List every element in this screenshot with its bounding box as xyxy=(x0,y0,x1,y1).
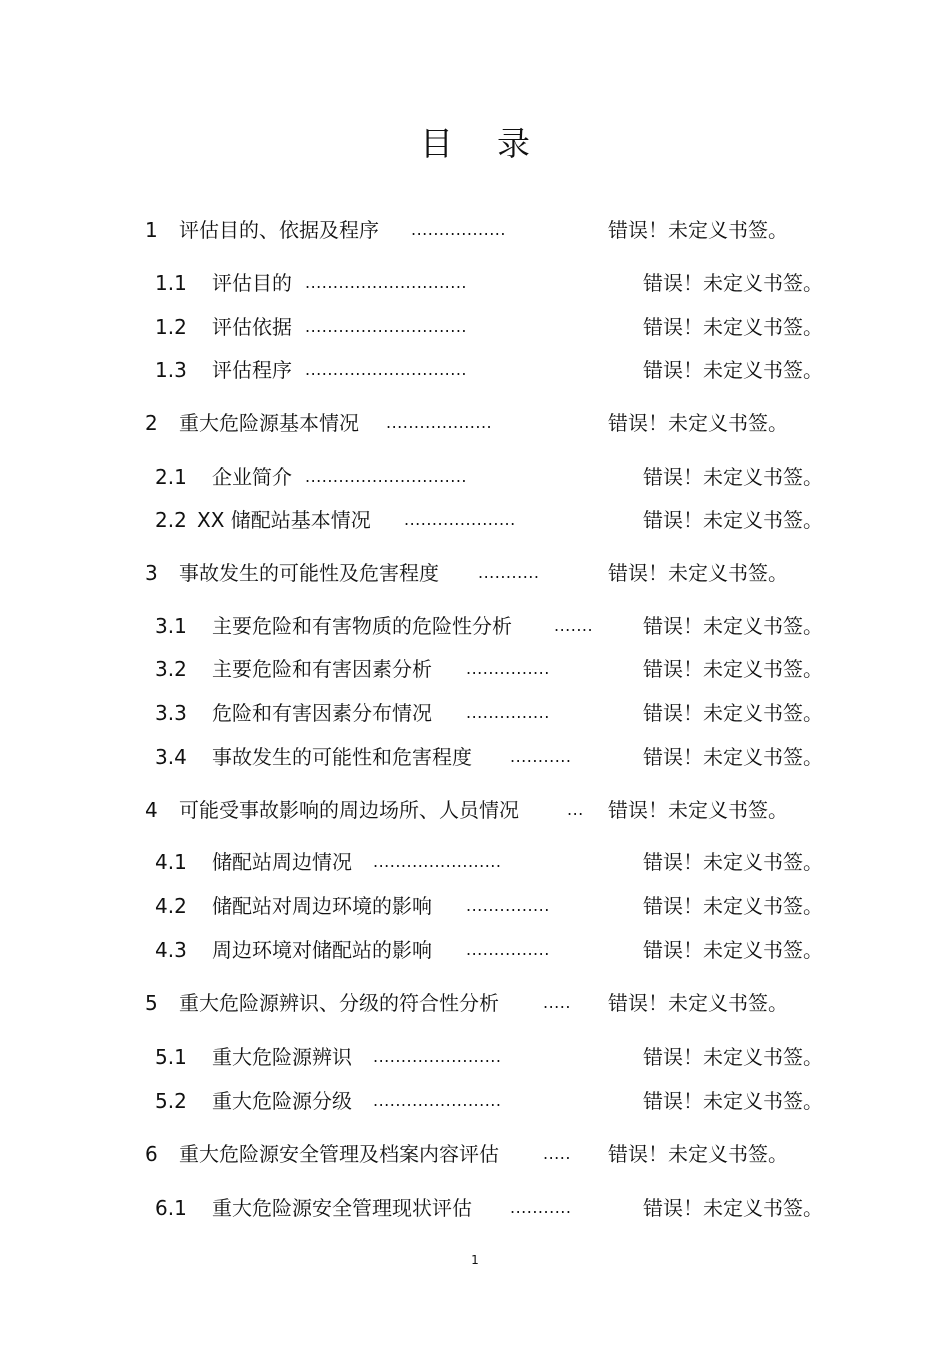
toc-entry-number: 4.3 xyxy=(155,938,187,962)
toc-leader-dots: ............................. xyxy=(305,317,467,336)
toc-page-reference[interactable]: 错误！未定义书签。 xyxy=(608,991,788,1015)
toc-entry-number: 1 xyxy=(145,218,158,242)
page-number: 1 xyxy=(471,1253,479,1267)
toc-page-reference[interactable]: 错误！未定义书签。 xyxy=(643,315,823,339)
toc-entry-label: 事故发生的可能性及危害程度 xyxy=(179,561,439,585)
toc-entry-subsection[interactable] xyxy=(155,850,835,876)
toc-entry-number: 3.2 xyxy=(155,657,187,681)
toc-leader-dots: ............................. xyxy=(305,360,467,379)
toc-entry-label: 重大危险源分级 xyxy=(212,1089,352,1113)
toc-entry-number: 4 xyxy=(145,798,158,822)
toc-entry-subsection[interactable] xyxy=(155,465,835,491)
toc-page-reference[interactable]: 错误！未定义书签。 xyxy=(608,218,788,242)
toc-entry-subsection[interactable] xyxy=(155,315,835,341)
toc-leader-dots: ..... xyxy=(543,993,571,1012)
toc-page-reference[interactable]: 错误！未定义书签。 xyxy=(608,798,788,822)
toc-entry-section[interactable] xyxy=(145,798,795,824)
toc-leader-dots: ............................. xyxy=(305,467,467,486)
toc-entry-label: 可能受事故影响的周边场所、人员情况 xyxy=(179,798,519,822)
toc-entry-section[interactable] xyxy=(145,411,795,437)
toc-leader-dots: ....................... xyxy=(373,1047,502,1066)
toc-entry-section[interactable] xyxy=(145,218,795,244)
toc-entry-number: 6 xyxy=(145,1142,158,1166)
toc-entry-label: 重大危险源辨识、分级的符合性分析 xyxy=(179,991,499,1015)
toc-entry-label: 重大危险源安全管理及档案内容评估 xyxy=(179,1142,499,1166)
toc-entry-number: 3 xyxy=(145,561,158,585)
toc-leader-dots: ... xyxy=(567,800,584,819)
toc-leader-dots: ............... xyxy=(466,659,550,678)
toc-entry-number: 3.3 xyxy=(155,701,187,725)
toc-page-reference[interactable]: 错误！未定义书签。 xyxy=(643,850,823,874)
toc-page-reference[interactable]: 错误！未定义书签。 xyxy=(608,1142,788,1166)
toc-entry-label: 储配站对周边环境的影响 xyxy=(212,894,432,918)
toc-entry-subsection[interactable] xyxy=(155,508,835,534)
toc-page-reference[interactable]: 错误！未定义书签。 xyxy=(643,271,823,295)
toc-entry-label: XX 储配站基本情况 xyxy=(197,508,371,532)
toc-entry-label: 重大危险源辨识 xyxy=(212,1045,352,1069)
toc-entry-section[interactable] xyxy=(145,561,795,587)
toc-page-reference[interactable]: 错误！未定义书签。 xyxy=(643,938,823,962)
toc-page-reference[interactable]: 错误！未定义书签。 xyxy=(643,465,823,489)
toc-entry-number: 2.1 xyxy=(155,465,187,489)
toc-leader-dots: ....................... xyxy=(373,1091,502,1110)
toc-leader-dots: ............... xyxy=(466,896,550,915)
toc-entry-subsection[interactable] xyxy=(155,614,835,640)
toc-page-reference[interactable]: 错误！未定义书签。 xyxy=(643,1089,823,1113)
toc-page-reference[interactable]: 错误！未定义书签。 xyxy=(643,508,823,532)
toc-entry-label: 事故发生的可能性和危害程度 xyxy=(212,745,472,769)
toc-entry-subsection[interactable] xyxy=(155,745,835,771)
toc-entry-label: 评估程序 xyxy=(212,358,292,382)
toc-entry-subsection[interactable] xyxy=(155,1089,835,1115)
toc-entry-subsection[interactable] xyxy=(155,1196,835,1222)
toc-entry-label: 企业简介 xyxy=(212,465,292,489)
toc-leader-dots: ..... xyxy=(543,1144,571,1163)
toc-entry-number: 5.1 xyxy=(155,1045,187,1069)
toc-entry-number: 3.4 xyxy=(155,745,187,769)
toc-leader-dots: ................... xyxy=(386,413,493,432)
toc-entry-label: 主要危险和有害因素分析 xyxy=(212,657,432,681)
toc-entry-number: 4.1 xyxy=(155,850,187,874)
toc-entry-label: 评估目的 xyxy=(212,271,292,295)
toc-leader-dots: ....................... xyxy=(373,852,502,871)
toc-entry-number: 2.2 xyxy=(155,508,187,532)
toc-page-reference[interactable]: 错误！未定义书签。 xyxy=(643,894,823,918)
toc-entry-number: 5.2 xyxy=(155,1089,187,1113)
toc-entry-label: 储配站周边情况 xyxy=(212,850,352,874)
toc-entry-label: 评估目的、依据及程序 xyxy=(179,218,379,242)
toc-entry-number: 1.2 xyxy=(155,315,187,339)
toc-leader-dots: ............... xyxy=(466,940,550,959)
toc-entry-subsection[interactable] xyxy=(155,657,835,683)
toc-leader-dots: ................. xyxy=(411,220,506,239)
toc-entry-number: 4.2 xyxy=(155,894,187,918)
toc-entry-subsection[interactable] xyxy=(155,894,835,920)
toc-entry-section[interactable] xyxy=(145,991,795,1017)
toc-leader-dots: ............................. xyxy=(305,273,467,292)
toc-page-reference[interactable]: 错误！未定义书签。 xyxy=(643,614,823,638)
toc-entry-label: 周边环境对储配站的影响 xyxy=(212,938,432,962)
toc-page-reference[interactable]: 错误！未定义书签。 xyxy=(643,358,823,382)
toc-leader-dots: ........... xyxy=(510,747,572,766)
toc-title-char-1: 目 xyxy=(420,124,453,163)
toc-leader-dots: ....... xyxy=(554,616,594,635)
toc-leader-dots: ............... xyxy=(466,703,550,722)
toc-entry-label: 危险和有害因素分布情况 xyxy=(212,701,432,725)
toc-entry-subsection[interactable] xyxy=(155,938,835,964)
toc-entry-subsection[interactable] xyxy=(155,358,835,384)
toc-page-reference[interactable]: 错误！未定义书签。 xyxy=(608,561,788,585)
toc-entry-number: 1.1 xyxy=(155,271,187,295)
toc-entry-number: 5 xyxy=(145,991,158,1015)
toc-leader-dots: ........... xyxy=(510,1198,572,1217)
toc-entry-label: 重大危险源基本情况 xyxy=(179,411,359,435)
toc-page-reference[interactable]: 错误！未定义书签。 xyxy=(643,745,823,769)
toc-entry-number: 3.1 xyxy=(155,614,187,638)
toc-entry-subsection[interactable] xyxy=(155,1045,835,1071)
toc-entry-number: 2 xyxy=(145,411,158,435)
toc-leader-dots: .................... xyxy=(404,510,516,529)
toc-page-reference[interactable]: 错误！未定义书签。 xyxy=(643,1196,823,1220)
toc-entry-subsection[interactable] xyxy=(155,271,835,297)
toc-entry-section[interactable] xyxy=(145,1142,795,1168)
toc-entry-label: 评估依据 xyxy=(212,315,292,339)
toc-page-reference[interactable]: 错误！未定义书签。 xyxy=(643,1045,823,1069)
toc-page-reference[interactable]: 错误！未定义书签。 xyxy=(608,411,788,435)
toc-entry-label: 主要危险和有害物质的危险性分析 xyxy=(212,614,512,638)
toc-page-reference[interactable]: 错误！未定义书签。 xyxy=(643,657,823,681)
toc-entry-label: 重大危险源安全管理现状评估 xyxy=(212,1196,472,1220)
toc-entry-subsection[interactable] xyxy=(155,701,835,727)
toc-entry-number: 1.3 xyxy=(155,358,187,382)
toc-page-reference[interactable]: 错误！未定义书签。 xyxy=(643,701,823,725)
toc-leader-dots: ........... xyxy=(478,563,540,582)
toc-title-char-2: 录 xyxy=(497,124,530,163)
toc-entry-number: 6.1 xyxy=(155,1196,187,1220)
